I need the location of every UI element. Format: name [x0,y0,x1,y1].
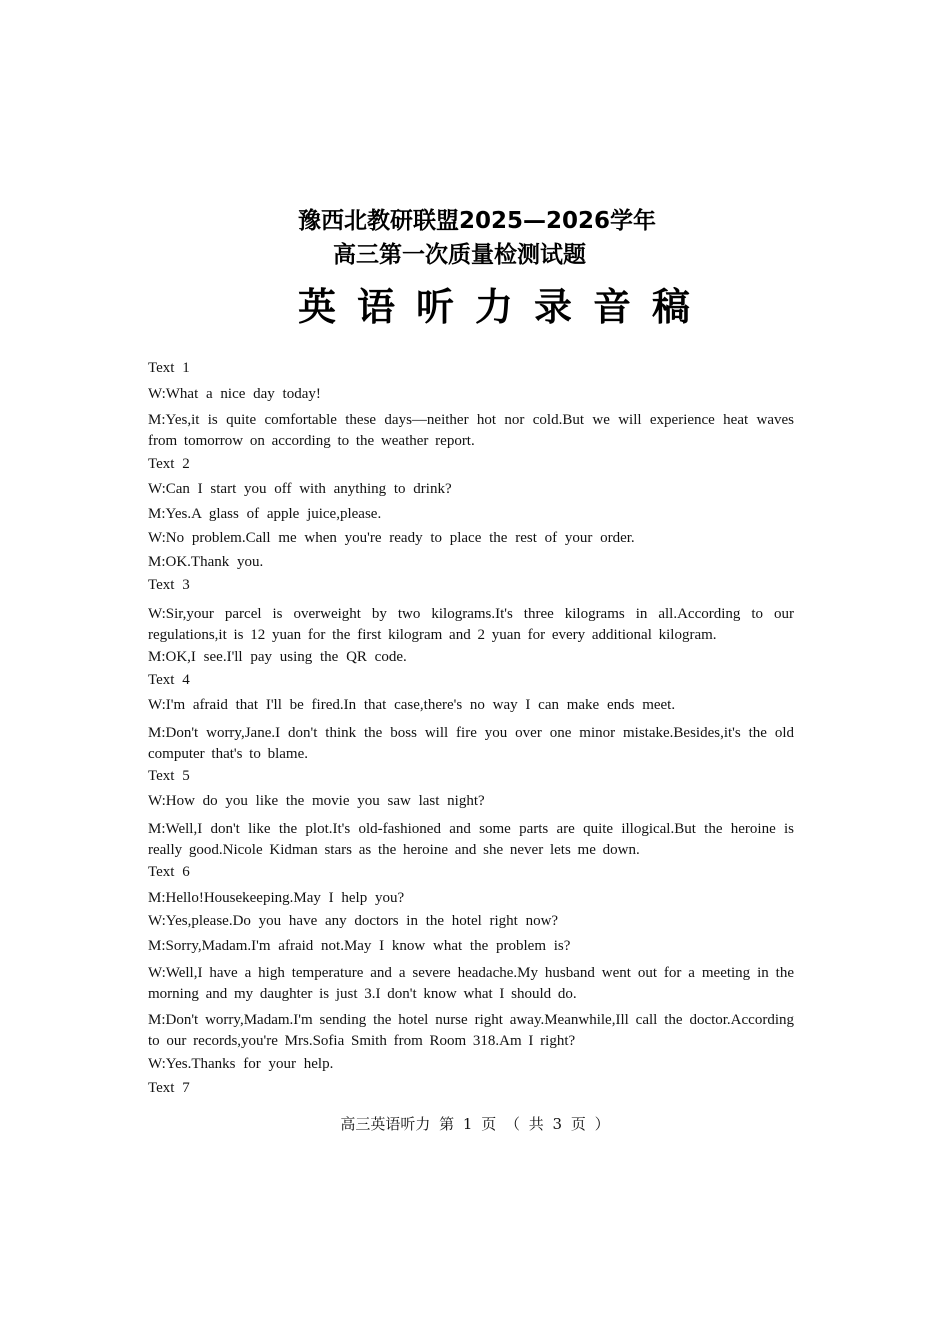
text-7-label: Text 7 [148,1080,190,1096]
title-transcript: 英语听力录音稿 [298,284,712,329]
dialogue-line: W:Well,I have a high temperature and a severe headache.My husband went out for a meeting in the morning and my daughter is just 3.I don't know what I should do. [148,965,794,1002]
dialogue-line: W:I'm afraid that I'll be fired.In that case,there's no way I can make ends meet. [148,697,676,713]
dialogue-line: W:What a nice day today! [148,386,321,402]
text-1-label: Text 1 [148,360,190,376]
dialogue-line: W:How do you like the movie you saw last night? [148,793,485,809]
title-exam-subtitle: 高三第一次质量检测试题 [333,242,586,268]
page-footer: 高三英语听力 第 1 页 （ 共 3 页 ） [340,1115,610,1133]
dialogue-line: M:Well,I don't like the plot.It's old-fashioned and some parts are quite illogical.But the heroine is really good.Nicole Kidman stars as the heroine and she never lets me down. [148,821,794,858]
dialogue-line: W:Yes,please.Do you have any doctors in the hotel right now? [148,913,559,929]
dialogue-line: W:No problem.Call me when you're ready to place the rest of your order. [148,530,635,546]
dialogue-line: M:OK,I see.I'll pay using the QR code. [148,649,407,665]
dialogue-line: W:Sir,your parcel is overweight by two kilograms.It's three kilograms in all.According to our regulations,it is 12 yuan for the first kilogram and 2 yuan for every additional kilogram. [148,606,794,643]
title-exam-name: 豫西北教研联盟2025—2026学年 [298,208,657,234]
dialogue-line: M:OK.Thank you. [148,554,264,570]
text-6-label: Text 6 [148,864,190,880]
dialogue-line: M:Don't worry,Jane.I don't think the boss will fire you over one minor mistake.Besides,it's the old computer that's to blame. [148,725,794,762]
dialogue-line: M:Hello!Housekeeping.May I help you? [148,890,405,906]
dialogue-line: M:Sorry,Madam.I'm afraid not.May I know what the problem is? [148,938,571,954]
dialogue-line: M:Yes.A glass of apple juice,please. [148,506,382,522]
text-4-label: Text 4 [148,672,190,688]
dialogue-line: M:Don't worry,Madam.I'm sending the hotel nurse right away.Meanwhile,Ill call the doctor.According to our records,you're Mrs.Sofia Smith from Room 318.Am I right? [148,1012,794,1049]
dialogue-line: W:Can I start you off with anything to drink? [148,481,452,497]
dialogue-line: W:Yes.Thanks for your help. [148,1056,334,1072]
text-3-label: Text 3 [148,577,190,593]
text-2-label: Text 2 [148,456,190,472]
text-5-label: Text 5 [148,768,190,784]
dialogue-line: M:Yes,it is quite comfortable these days—neither hot nor cold.But we will experience heat waves from tomorrow on according to the weather report. [148,412,794,449]
